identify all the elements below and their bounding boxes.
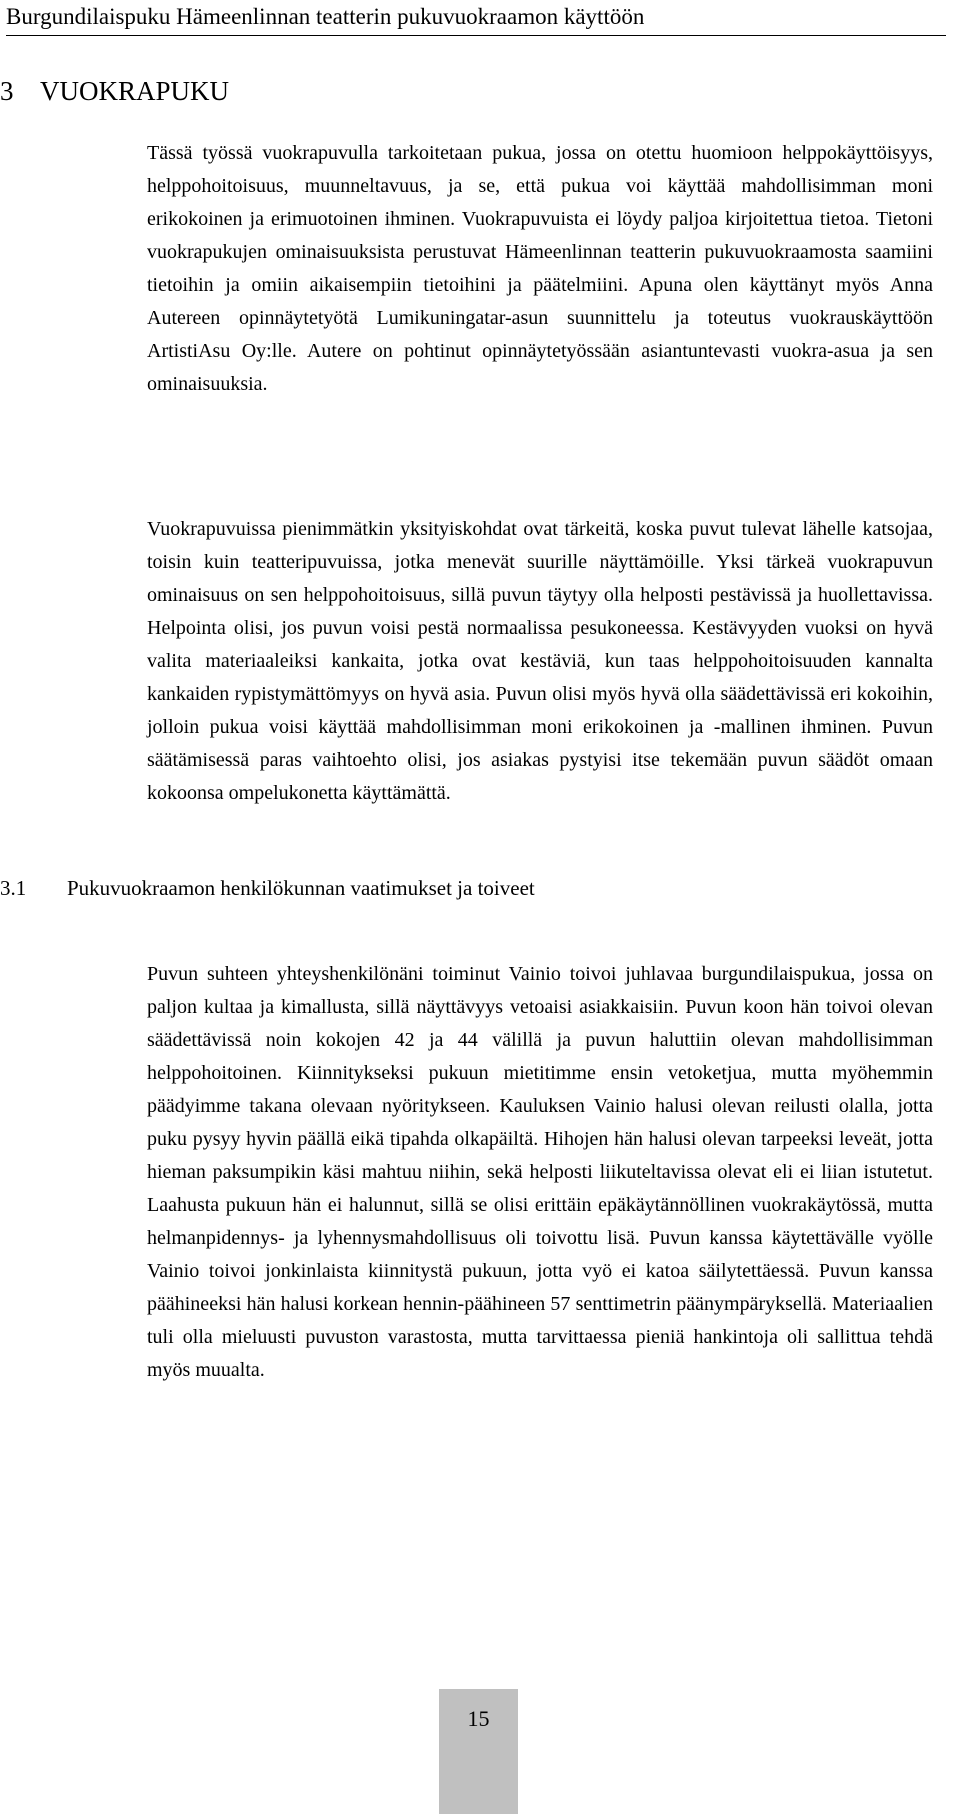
section-paragraph-1: Puvun suhteen yhteyshenkilönäni toiminut Vainio toivoi juhlavaa burgundilaispukua, jossa on paljon kultaa ja kimallusta, sillä näyttävyys vetoaisi asiakkaisiin. Puvun koon hän toivoi olevan säädettävissä noin kokojen 42 ja 44 välillä ja puvun haluttiin olevan mahdollisimman helppohoitoinen. Kiinnitykseksi pukuun mietitimme ensin vetoketjua, mutta myöhemmin päädyimme takana olevaan nyöritykseen. Kauluksen Vainio halusi olevan reilusti olalla, jotta puku pysyy hyvin päällä eikä tipahda olkapäiltä. Hihojen hän halusi olevan tarpeeksi leveät, jotta hieman paksumpikin käsi mahtuu niihin, sekä helposti liikuteltavissa olevat eli ei liian istutetut. Laahusta pukuun hän ei halunnut, sillä se olisi erittäin epäkäytännöllinen vuokrakäytössä, mutta helmanpidennys- ja lyhennysmahdollisuus oli toivottu lisä. Puvun kanssa käytettävälle vyölle Vainio toivoi jonkinlaista kiinnitystä pukuun, jotta vyö ei katoa säilytettäessä. Puvun kanssa päähineeksi hän halusi korkean hennin-päähineen 57 senttimetrin päänympäryksellä. Materiaalien tuli olla mieluusti puvuston varastosta, mutta tarvittaessa pieniä hankintoja oli sallittua tehdä myös muualta. [147,963,933,1381]
chapter-paragraph-2-block [147,513,933,810]
section-paragraph-1-block [147,958,933,1387]
chapter-title: VUOKRAPUKU [40,76,230,106]
chapter-paragraph-1-block [147,137,933,401]
section-heading [0,873,535,903]
section-number: 3.1 [0,876,27,900]
page-number-box [439,1689,518,1814]
section-title: Pukuvuokraamon henkilökunnan vaatimukset ja toiveet [67,876,535,900]
running-header: Burgundilaispuku Hämeenlinnan teatterin pukuvuokraamon käyttöön [6,2,946,36]
page-number: 15 [467,1706,490,1731]
chapter-paragraph-1: Tässä työssä vuokrapuvulla tarkoitetaan pukua, jossa on otettu huomioon helppokäyttöisyys, helppohoitoisuus, muunneltavuus, ja se, että pukua voi käyttää mahdollisimman moni erikokoinen ja erimuotoinen ihminen. Vuokrapuvuista ei löydy paljoa kirjoitettua tietoa. Tietoni vuokrapukujen ominaisuuksista perustuvat Hämeenlinnan teatterin pukuvuokraamosta saamiini tietoihin ja omiin aikaisempiin tietoihini ja päätelmiini. Apuna olen käyttänyt myös Anna Autereen opinnäytetyötä Lumikuningatar-asun suunnittelu ja toteutus vuokrauskäyttöön ArtistiAsu Oy:lle. Autere on pohtinut opinnäytetyössään asiantuntevasti vuokra-asua ja sen ominaisuuksia. [147,142,933,395]
chapter-paragraph-2: Vuokrapuvuissa pienimmätkin yksityiskohdat ovat tärkeitä, koska puvut tulevat lähelle katsojaa, toisin kuin teatteripuvuissa, jotka menevät suurille näyttämöille. Yksi tärkeä vuokrapuvun ominaisuus on sen helppohoitoisuus, sillä puvun täytyy olla helposti pestävissä ja huollettavissa. Helpointa olisi, jos puvun voisi pestä normaalissa pesukoneessa. Kestävyyden vuoksi on hyvä valita materiaaleiksi kankaita, jotka ovat kestäviä, kun taas helppohoitoisuuden kannalta kankaiden rypistymättömyys on hyvä asia. Puvun olisi myös hyvä olla säädettävissä eri kokoihin, jolloin pukua voisi käyttää mahdollisimman moni erikokoinen ja -mallinen ihminen. Puvun säätämisessä paras vaihtoehto olisi, jos asiakas pystyisi itse tekemään puvun säädöt omaan kokoonsa ompelukonetta käyttämättä. [147,518,933,804]
chapter-number: 3 [0,76,14,106]
chapter-heading [0,74,229,108]
